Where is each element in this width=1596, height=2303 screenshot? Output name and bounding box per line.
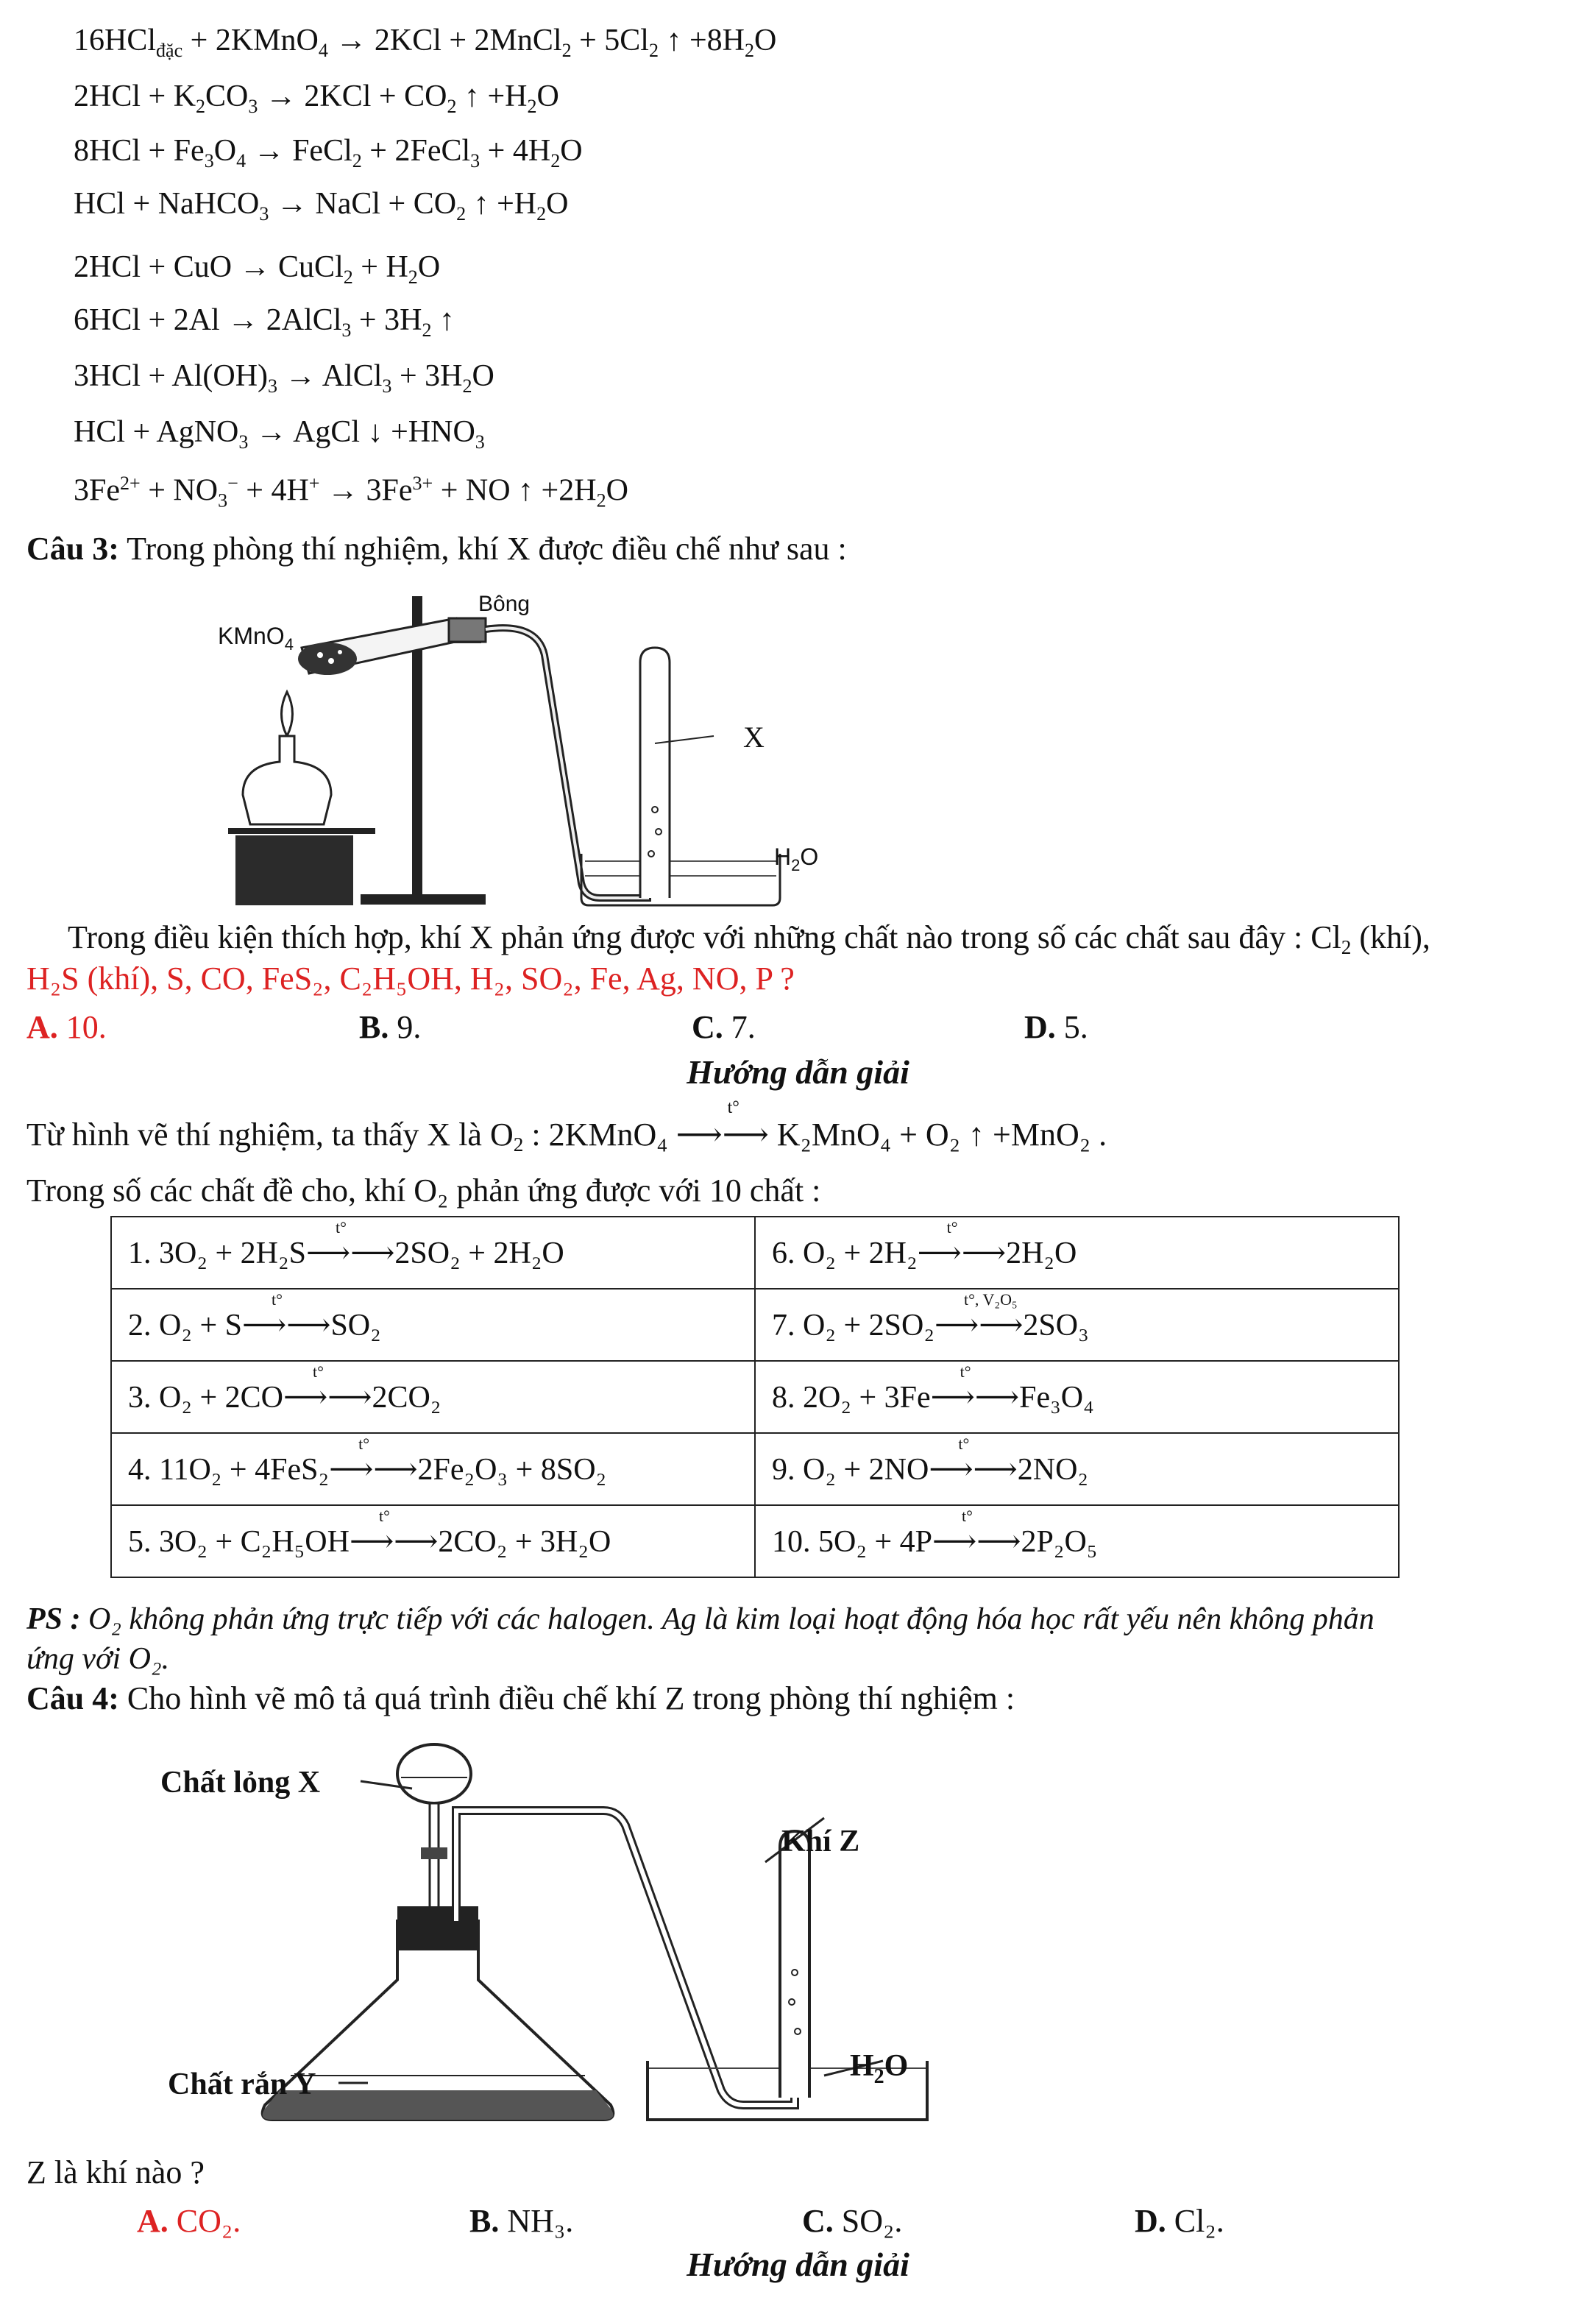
question-4-heading: Câu 4: Cho hình vẽ mô tả quá trình điều chế khí Z trong phòng thí nghiệm : <box>26 1680 1015 1716</box>
equation-6: 6HCl + 2Al → 2AlCl$_3$ + $3H_2$ ↑ <box>74 303 455 342</box>
equation-1: 16HCl$_{đặc}$ + 2KMnO$_4$ → 2KCl + 2MnCl$_2$ + $5Cl_2$ ↑ $+8H_2O$ <box>74 24 777 62</box>
reaction-cell: 4. 11O₂ + 4FeS₂ t° ⟶⟶2Fe₂O₃ + 8SO₂ <box>111 1433 755 1505</box>
q3-option-a[interactable]: A. 10. <box>26 1009 107 1045</box>
reaction-arrow: t° ⟶⟶ <box>329 1434 418 1487</box>
reaction-cell: 5. 3O₂ + C₂H₅OH t° ⟶⟶2CO₂ + 3H₂O <box>111 1505 755 1577</box>
reaction-cell: 2. O₂ + S t° ⟶⟶SO₂ <box>111 1289 755 1361</box>
svg-text:Khí Z: Khí Z <box>781 1825 860 1858</box>
q3-guide-heading: Hướng dẫn giải <box>687 1053 909 1091</box>
reaction-arrow: t° ⟶⟶ <box>930 1362 1020 1415</box>
ps-note: PS : O₂ không phản ứng trực tiếp với các halogen. Ag là kim loại hoạt động hóa học rất yếu nên không phản <box>26 1602 1375 1636</box>
svg-text:Chất rắn Y: Chất rắn Y <box>168 2067 316 2101</box>
q3-solution-line-1: Từ hình vẽ thí nghiệm, ta thấy X là $O_2$ : 2KMnO₄ t° ⟶⟶ K₂MnO₄ + O₂ ↑ +MnO₂ . <box>26 1098 1107 1156</box>
reaction-cell: 8. 2O₂ + 3Fe t° ⟶⟶Fe₃O₄ <box>755 1361 1399 1433</box>
q4-option-c[interactable]: C. SO₂. <box>802 2203 903 2239</box>
heat-arrow: t° ⟶⟶ <box>675 1098 769 1153</box>
q3-option-c[interactable]: C. 7. <box>692 1009 756 1045</box>
equation-8: HCl + AgNO$_3$ → AgCl ↓ $+HNO_3$ <box>74 415 485 453</box>
reaction-arrow: t° ⟶⟶ <box>349 1507 439 1559</box>
q4-guide-heading: Hướng dẫn giải <box>687 2246 909 2283</box>
table-row <box>111 1361 1399 1433</box>
equation-2: $2HCl + K_2CO_3 \to 2KCl + CO_2$ ↑ $+H_2O$ <box>74 79 559 118</box>
table-row <box>111 1505 1399 1577</box>
question-4-prompt: Z là khí nào ? <box>26 2154 205 2190</box>
question-3-substances: H₂S (khí), S, CO, FeS₂, C₂H₅OH, H₂, SO₂, Fe, Ag, NO, P ? <box>26 961 795 997</box>
svg-text:H2O: $H_2O$ <box>774 843 819 874</box>
svg-text:Chất lỏng X: Chất lỏng X <box>160 1766 321 1800</box>
reaction-cell: 1. 3O₂ + 2H₂S t° ⟶⟶2SO₂ + 2H₂O <box>111 1217 755 1289</box>
q3-option-d[interactable]: D. 5. <box>1024 1009 1088 1045</box>
equation-7: $3HCl + Al(OH)_3$ → AlCl$_3$ + $3H_2O$ <box>74 359 494 397</box>
svg-text:X: X <box>743 721 765 754</box>
reaction-arrow: t° ⟶⟶ <box>242 1290 331 1342</box>
reaction-arrow: t° ⟶⟶ <box>306 1218 395 1270</box>
question-3-prompt: Trong điều kiện thích hợp, khí X phản ứng được với những chất nào trong số các chất sau đây : $Cl_2$ (khí), <box>68 919 1430 959</box>
equation-9: $3Fe^{2+} + NO_3^- + 4H^+ \to 3Fe^{3+}$ + NO ↑ $+2H_2O$ <box>74 473 628 512</box>
figure-kmno4-apparatus <box>213 589 831 913</box>
equation-3: $8HCl + Fe_3O_4$ → FeCl$_2$ + 2FeCl$_3$ + $4H_2O$ <box>74 134 583 172</box>
q3-option-b[interactable]: B. 9. <box>359 1009 422 1045</box>
equation-4: HCl + NaHCO$_3$ → NaCl + $CO_2$ ↑ $+H_2O$ <box>74 187 569 225</box>
reaction-cell: 3. O₂ + 2CO t° ⟶⟶2CO₂ <box>111 1361 755 1433</box>
reaction-cell: 9. O₂ + 2NO t° ⟶⟶2NO₂ <box>755 1433 1399 1505</box>
equation-5: 2HCl + CuO → CuCl$_2$ + $H_2O$ <box>74 250 441 289</box>
figure-gas-z-apparatus <box>147 1737 957 2134</box>
q3-solution-line-2: Trong số các chất đề cho, khí O₂ phản ứng được với 10 chất : <box>26 1172 821 1209</box>
reaction-arrow: t°, V₂O₅ ⟶⟶ <box>934 1290 1024 1342</box>
reaction-cell: 6. O₂ + 2H₂ t° ⟶⟶2H₂O <box>755 1217 1399 1289</box>
o2-reactions-table <box>110 1216 1400 1578</box>
reaction-arrow: t° ⟶⟶ <box>932 1507 1021 1559</box>
q4-option-a[interactable]: A. CO₂. <box>137 2203 241 2239</box>
reaction-arrow: t° ⟶⟶ <box>283 1362 372 1415</box>
q4-option-d[interactable]: D. Cl₂. <box>1135 2203 1224 2239</box>
svg-text:Bông: Bông <box>478 592 531 616</box>
reaction-arrow: t° ⟶⟶ <box>929 1434 1018 1487</box>
svg-text:H2O: $H_2O$ <box>850 2049 909 2088</box>
reaction-arrow: t° ⟶⟶ <box>917 1218 1007 1270</box>
ps-note-line-2: ứng với O₂. <box>26 1642 170 1676</box>
svg-text:KMnO4: KMnO$_4$ <box>218 623 294 654</box>
q4-option-b[interactable]: B. NH₃. <box>469 2203 574 2239</box>
table-row <box>111 1217 1399 1289</box>
reaction-cell: 7. O₂ + 2SO₂ t°, V₂O₅ ⟶⟶2SO₃ <box>755 1289 1399 1361</box>
question-3-heading: Câu 3: Trong phòng thí nghiệm, khí X được điều chế như sau : <box>26 531 847 567</box>
table-row <box>111 1289 1399 1361</box>
table-row <box>111 1433 1399 1505</box>
reaction-cell: 10. 5O₂ + 4P t° ⟶⟶2P₂O₅ <box>755 1505 1399 1577</box>
